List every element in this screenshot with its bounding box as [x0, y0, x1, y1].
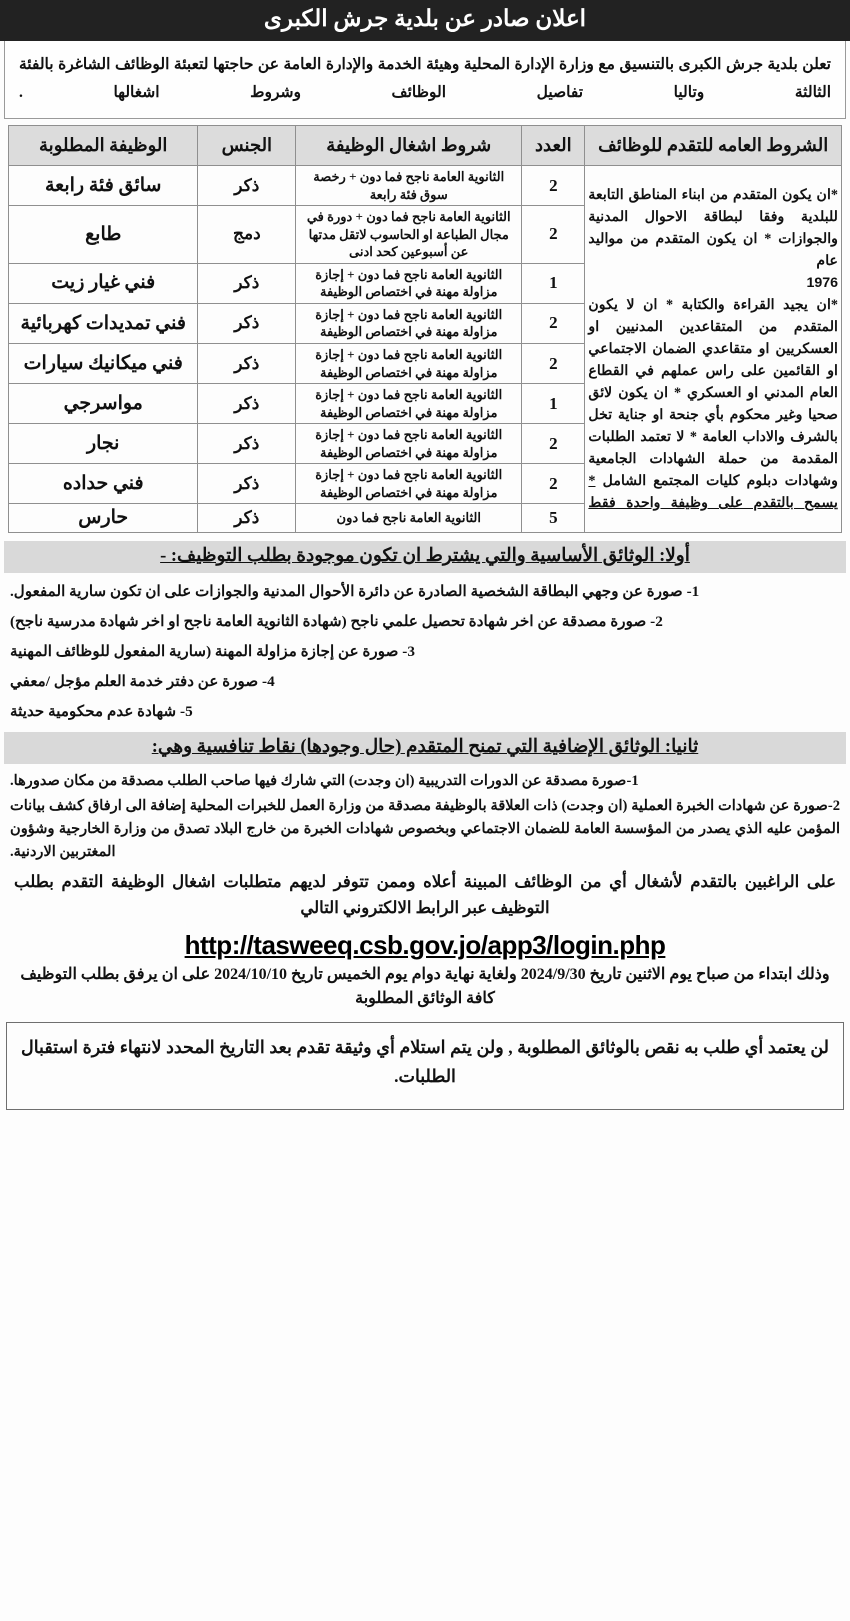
cell-conditions: الثانوية العامة ناجح فما دون + إجازة مزاولة مهنة في اختصاص الوظيفة — [296, 424, 522, 464]
general-conditions-cell — [585, 166, 842, 533]
cell-gender: ذكر — [198, 303, 296, 343]
cell-gender: ذكر — [198, 166, 296, 206]
cell-gender: ذكر — [198, 384, 296, 424]
cell-job-title: سائق فئة رابعة — [9, 166, 198, 206]
cell-job-title: فني تمديدات كهربائية — [9, 303, 198, 343]
cell-count: 2 — [522, 344, 585, 384]
cell-job-title: طابع — [9, 206, 198, 264]
general-conditions-part3: * يسمح بالتقدم على وظيفة واحدة فقط — [588, 473, 838, 512]
cell-count: 1 — [522, 263, 585, 303]
list-item: 4- صورة عن دفتر خدمة العلم مؤجل /معفي — [10, 672, 275, 690]
cell-conditions: الثانوية العامة ناجح فما دون + رخصة سوق فئة رابعة — [296, 166, 522, 206]
cell-conditions: الثانوية العامة ناجح فما دون + إجازة مزاولة مهنة في اختصاص الوظيفة — [296, 344, 522, 384]
cell-count: 5 — [522, 504, 585, 533]
cell-job-title: فني غيار زيت — [9, 263, 198, 303]
cell-conditions: الثانوية العامة ناجح فما دون + إجازة مزاولة مهنة في اختصاص الوظيفة — [296, 303, 522, 343]
cell-conditions: الثانوية العامة ناجح فما دون + إجازة مزاولة مهنة في اختصاص الوظيفة — [296, 263, 522, 303]
cell-count: 2 — [522, 303, 585, 343]
cell-count: 1 — [522, 384, 585, 424]
section-heading-second: ثانيا: الوثائق الإضافية التي تمنح المتقدم (حال وجودها) نقاط تنافسية وهي: — [4, 732, 846, 764]
table-row — [9, 166, 842, 206]
general-conditions-text — [588, 184, 838, 514]
cell-count: 2 — [522, 206, 585, 264]
list-item: 3- صورة عن إجازة مزاولة المهنة (سارية المفعول للوظائف المهنية — [10, 642, 415, 660]
col-header-gender: الجنس — [198, 125, 296, 165]
list-item: 2- صورة مصدقة عن اخر شهادة تحصيل علمي ناجح (شهادة الثانوية العامة ناجح او اخر شهادة مدرسية ناجح) — [10, 612, 663, 630]
cell-job-title: حارس — [9, 504, 198, 533]
cell-job-title: مواسرجي — [9, 384, 198, 424]
cell-conditions: الثانوية العامة ناجح فما دون — [296, 504, 522, 533]
jobs-table — [8, 125, 842, 533]
cell-count: 2 — [522, 424, 585, 464]
cell-job-title: نجار — [9, 424, 198, 464]
final-note-box — [6, 1022, 844, 1110]
intro-text: تعلن بلدية جرش الكبرى بالتنسيق مع وزارة الإدارة المحلية وهيئة الخدمة والإدارة العامة عن حاجتها لتعبئة الوظائف الشاغرة بالفئة الثالثة وتاليا تفاصيل الوظائف وشروط اشغالها . — [19, 56, 831, 101]
general-conditions-part2: *ان يجيد القراءة والكتابة * ان لا يكون المتقدم من المتقاعدين المدنيين او العسكريين او متقاعدي الضمان الاجتماعي او القائمين على راس عملهم في القطاع العام المدني او العسكري * ان يكون لائق صحيا وغير محكوم بأي جنحة او جناية تخل بالشرف والاداب العامة * لا تعتمد الطلبات المقدمة من حملة الشهادات الجامعية وشهادات دبلوم كليات المجتمع الشامل — [588, 297, 839, 490]
application-link-line — [0, 930, 850, 961]
cell-count: 2 — [522, 166, 585, 206]
intro-box — [4, 41, 846, 118]
section-heading-first: أولا: الوثائق الأساسية والتي يشترط ان تكون موجودة بطلب التوظيف: - — [4, 541, 846, 573]
col-header-general-conditions: الشروط العامه للتقدم للوظائف — [585, 125, 842, 165]
col-header-job-title: الوظيفة المطلوبة — [9, 125, 198, 165]
cell-job-title: فني حداده — [9, 464, 198, 504]
jobs-table-wrapper — [8, 125, 842, 533]
cell-gender: ذكر — [198, 344, 296, 384]
cell-gender: ذكر — [198, 424, 296, 464]
cell-gender: ذكر — [198, 504, 296, 533]
list-item: 5- شهادة عدم محكومية حديثة — [10, 702, 193, 720]
general-conditions-year: 1976 — [806, 275, 838, 292]
application-period-text: وذلك ابتداء من صباح يوم الاثنين تاريخ 2024/9/30 ولغاية نهاية دوام يوم الخميس تاريخ 2024/10/10 على ان يرفق بطلب التوظيف كافة الوثائق المطلوبة — [20, 965, 830, 1008]
cell-count: 2 — [522, 464, 585, 504]
cell-conditions: الثانوية العامة ناجح فما دون + إجازة مزاولة مهنة في اختصاص الوظيفة — [296, 464, 522, 504]
cell-gender: ذكر — [198, 263, 296, 303]
cell-gender: دمج — [198, 206, 296, 264]
required-documents-list — [10, 579, 840, 724]
application-instructions: على الراغبين بالتقدم لأشغال أي من الوظائف المبينة أعلاه وممن تتوفر لديهم متطلبات اشغال الوظيفة التقدم بطلب التوظيف عبر الرابط الالكتروني التالي — [14, 871, 836, 918]
jobs-table-body — [9, 166, 842, 533]
col-header-count: العدد — [522, 125, 585, 165]
application-url[interactable]: http://tasweeq.csb.gov.jo/app3/login.php — [184, 929, 666, 960]
cell-job-title: فني ميكانيك سيارات — [9, 344, 198, 384]
final-note-text: لن يعتمد أي طلب به نقص بالوثائق المطلوبة , ولن يتم استلام أي وثيقة تقدم بعد التاريخ المحدد لانتهاء فترة استقبال الطلبات. — [21, 1037, 829, 1086]
cell-conditions: الثانوية العامة ناجح فما دون + إجازة مزاولة مهنة في اختصاص الوظيفة — [296, 384, 522, 424]
cell-conditions: الثانوية العامة ناجح فما دون + دورة في مجال الطباعة او الحاسوب لاتقل مدتها عن أسبوعين كحد ادنى — [296, 206, 522, 264]
col-header-job-conditions: شروط اشغال الوظيفة — [296, 125, 522, 165]
table-header-row — [9, 125, 842, 165]
cell-gender: ذكر — [198, 464, 296, 504]
list-item: 2-صورة عن شهادات الخبرة العملية (ان وجدت) ذات العلاقة بالوظيفة مصدقة من وزارة العمل للخبرات المحلية إضافة الى ارفاق كشف بيانات المؤمن عليه الذي يصدر من المؤسسة العامة للضمان الاجتماعي وبخصوص شهادات الخبرة من خارج البلاد تصدق من وزارة الخارجية وشؤون المغتربين الاردنية. — [10, 797, 840, 861]
additional-documents-list — [10, 770, 840, 864]
list-item: 1- صورة عن وجهي البطاقة الشخصية الصادرة عن دائرة الأحوال المدنية والجوازات على ان تكون سارية المفعول. — [10, 583, 700, 601]
list-item: 1-صورة مصدقة عن الدورات التدريبية (ان وجدت) التي شارك فيها صاحب الطلب مصدقة من مكان صدورها. — [10, 773, 639, 790]
general-conditions-part1: *ان يكون المتقدم من ابناء المناطق التابعة للبلدية وفقا لبطاقة الاحوال المدنية والجوازات * ان يكون المتقدم من مواليد عام — [588, 187, 838, 270]
page-title: اعلان صادر عن بلدية جرش الكبرى — [0, 0, 850, 41]
